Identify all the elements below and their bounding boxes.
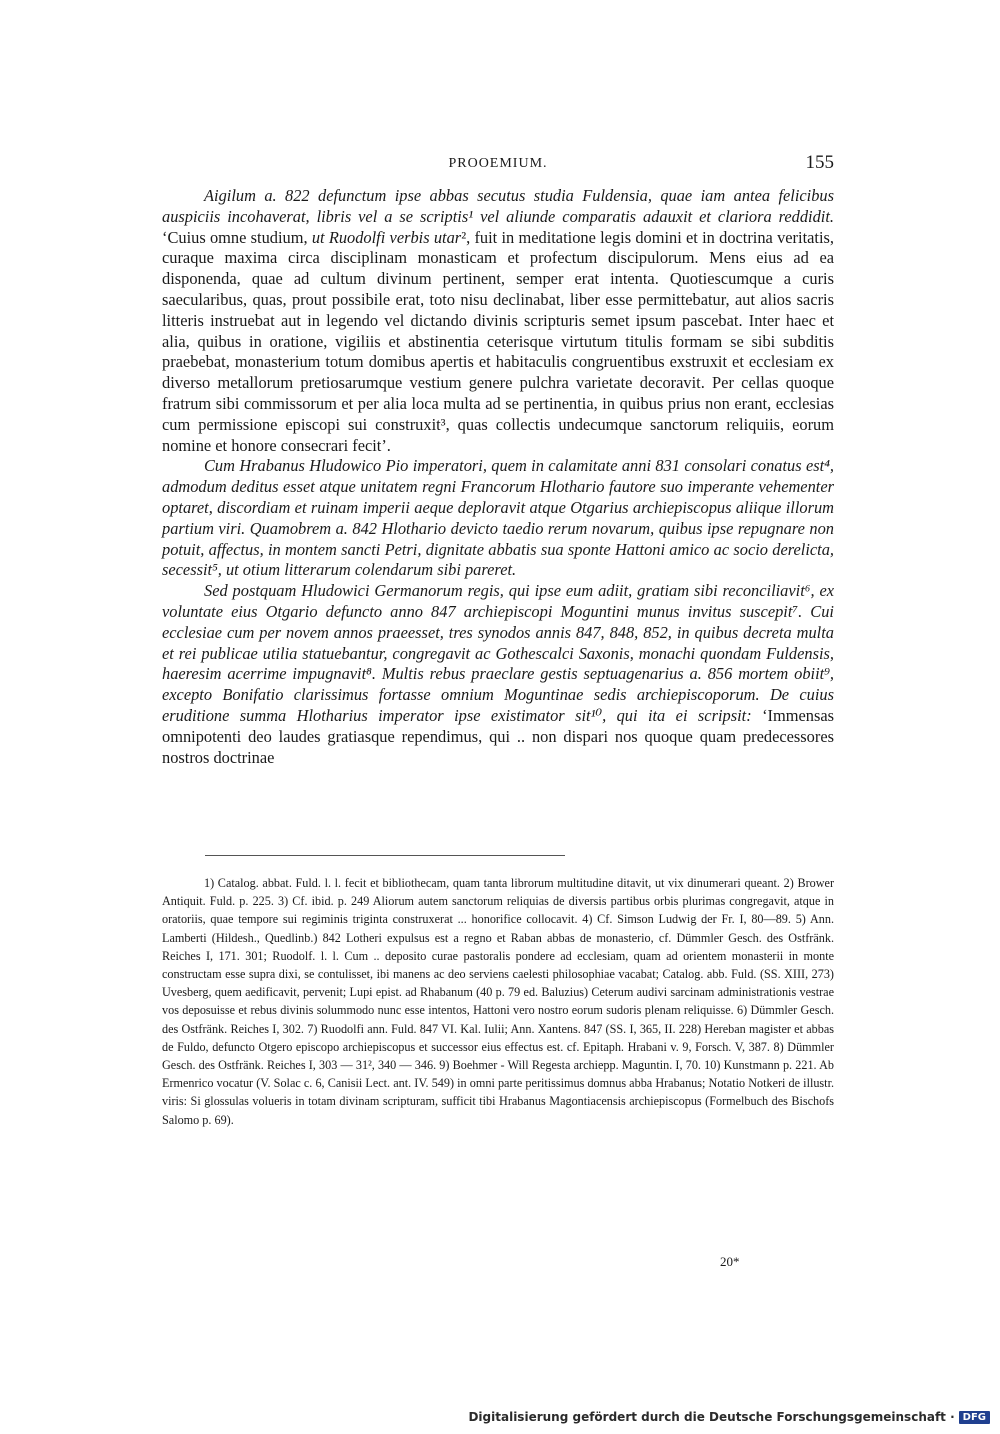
paragraph-2: Cum Hrabanus Hludowico Pio imperatori, quem in calamitate anni 831 consolari conatus est⁴, admodum deditus esset atque unitatem regni Francorum Hlothario fautore suo imperante vehementer optaret, discordiam et ruinam imperii aeque deploravit atque Otgarius archiepiscopus aliique illorum partium viri. Quamobrem a. 842 Hlothario devicto taedio rerum novarum, quibus ipse repugnare non potuit, affectus, in montem sancti Petri, dignitate abbatis sua sponte Hattoni amico ac socio derelicta, secessit⁵, ut otium litterarum colendarum sibi pareret. bbox=[162, 456, 834, 580]
footnotes bbox=[162, 874, 834, 1129]
dfg-logo-icon: DFG bbox=[959, 1411, 990, 1424]
paragraph-1-italic: Aigilum a. 822 defunctum ipse abbas secutus studia Fuldensia, quae iam antea felicibus auspiciis incohaverat, libris vel a se scriptis¹ vel aliunde comparatis adauxit et clariora reddidit. bbox=[162, 186, 834, 226]
digitization-credit bbox=[468, 1410, 990, 1424]
paragraph-3-roman: ‘Immensas omnipotenti deo laudes gratiasque rependimus, qui .. non dispari nos quoque quam predecessores nostros doctrinae bbox=[162, 705, 834, 767]
signature-mark: 20* bbox=[720, 1254, 740, 1269]
paragraph-3-italic: Sed postquam Hludowici Germanorum regis, qui ipse eum adiit, gratiam sibi reconciliavit⁶, ex voluntate eius Otgario defuncto anno 847 archiepiscopi Moguntini munus invitus suscepit⁷. Cui ecclesiae cum per novem annos praeesset, tres synodos annis 847, 848, 852, in quibus decreta multa et rei publicae utilia statuebantur, congregavit ac Gothescalci Saxonis, monachi quondam Fuldensis, haeresim acerrime impugnavit⁸. Multis rebus praeclare gestis septuagenarius a. 856 mortem obiit⁹, excepto Bonifatio clarissimus fortasse omnium Moguntinae sedis archiepiscoporum. De cuius eruditione summa Hlotharius imperator ipse existimator sit¹⁰, qui ita ei scripsit: bbox=[162, 581, 834, 725]
paragraph-1 bbox=[162, 186, 834, 456]
running-title: PROOEMIUM. bbox=[448, 156, 548, 171]
body-text bbox=[162, 186, 834, 768]
footnote-text: 1) Catalog. abbat. Fuld. l. l. fecit et bibliothecam, quam tanta librorum multitudine ditavit, ut vix dinumerari queant. 2) Brower Antiquit. Fuld. p. 225. 3) Cf. ibid. p. 249 Aliorum autem sanctorum reliquias de diversis partibus orbis plurimas congregavit, atque in oratoriis, quae tempore sui regiminis triginta construxerat ... honorifice collocavit. 4) Cf. Simson Ludwig der Fr. I, 80—89. 5) Ann. Lamberti (Hildesh., Quedlinb.) 842 Lotheri expulsus est a regno et Raban abbas de monasterio, cf. Dümmler Gesch. des Ostfränk. Reiches I, 171. 301; Ruodolf. l. l. Cum .. deposito curae pastoralis pondere ad ecclesiam, quam ad orientem monasterii in monte constructam esse supra dixi, se contulisset, ibi manens ac deo serviens caelesti philosophiae vacabat; Catalog. abb. Fuld. (SS. XIII, 273) Uvesberg, quem aedificavit, pervenit; Lupi epist. ad Rhabanum (40 p. 79 ed. Baluzius) Ceterum audivi sarcinam administrationis vestrae vos deposuisse et rebus divinis solummodo nunc esse intentos, Hattoni vero nostro eorum sudoris plenam reliquisse. 6) Dümmler Gesch. des Ostfränk. Reiches I, 302. 7) Ruodolfi ann. Fuld. 847 VI. Kal. Iulii; Ann. Xantens. 847 (SS. I, 365, II. 228) Hereban magister et abbas de Fuldo, defuncto Otgero episcopo archiepiscopus et successor eius effectus est. cf. Epitaph. Hrabani v. 9, Forsch. V, 387. 8) Dümmler Gesch. des Ostfränk. Reiches I, 303 — 31², 340 — 346. 9) Boehmer - Will Regesta archiepp. Maguntin. I, 70. 10) Kunstmann p. 221. Ab Ermenrico vocatur (V. Solac c. 6, Canisii Lect. ant. IV. 549) in omni parte peritissimus domnus abba Hrabanus; Notatio Notkeri de illustr. viris: Si glossulas volueris in totam divinam scripturam, sufficit tibi Hrabanus Magontiacensis archiepiscopus (Formelbuch des Bischofs Salomo p. 69). bbox=[162, 876, 834, 1127]
credit-text: Digitalisierung gefördert durch die Deutsche Forschungsgemeinschaft · bbox=[468, 1410, 955, 1424]
page-header bbox=[162, 152, 834, 178]
paragraph-1-roman-b: ², fuit in meditatione legis domini et in doctrina veritatis, curaque maxima circa disciplinam monasticam et profectum discipulorum. Mens eius ad ea disponenda, quae ad cultum divinum pertinent, semper erat intenta. Quotiescumque a curis saecularibus, quas, prout possibile erat, toto nisu declinabat, liber esse permittebatur, aut alios sacris litteris instruebat aut in legendo vel dictando divinis scripturis semet ipsum pascebat. Inter haec et alia, quibus in oratione, vigiliis et abstinentia ceterisque virtutum titulis formam se sibi subditis praebebat, monasterium totum domibus apertis et habitaculis congruentibus exstruxit et ecclesiam ex diverso metallorum pretiosarumque vestium genere pulchra varietate decoravit. Per cellas quoque fratrum sibi commissorum et per alia loca multa ad se pertinentia, in quibus prius non erant, ecclesias cum permissione episcopi sui construxit³, quas collectis undecumque sanctorum reliquiis, eorum nomine et honore consecrari fecit’. bbox=[162, 227, 834, 455]
paragraph-3 bbox=[162, 581, 834, 768]
footnote-divider bbox=[205, 855, 565, 856]
paragraph-1-roman-a: ‘Cuius omne studium, bbox=[162, 227, 312, 247]
page-number: 155 bbox=[805, 152, 834, 173]
paragraph-1-italic-b: ut Ruodolfi verbis utar bbox=[311, 227, 462, 247]
